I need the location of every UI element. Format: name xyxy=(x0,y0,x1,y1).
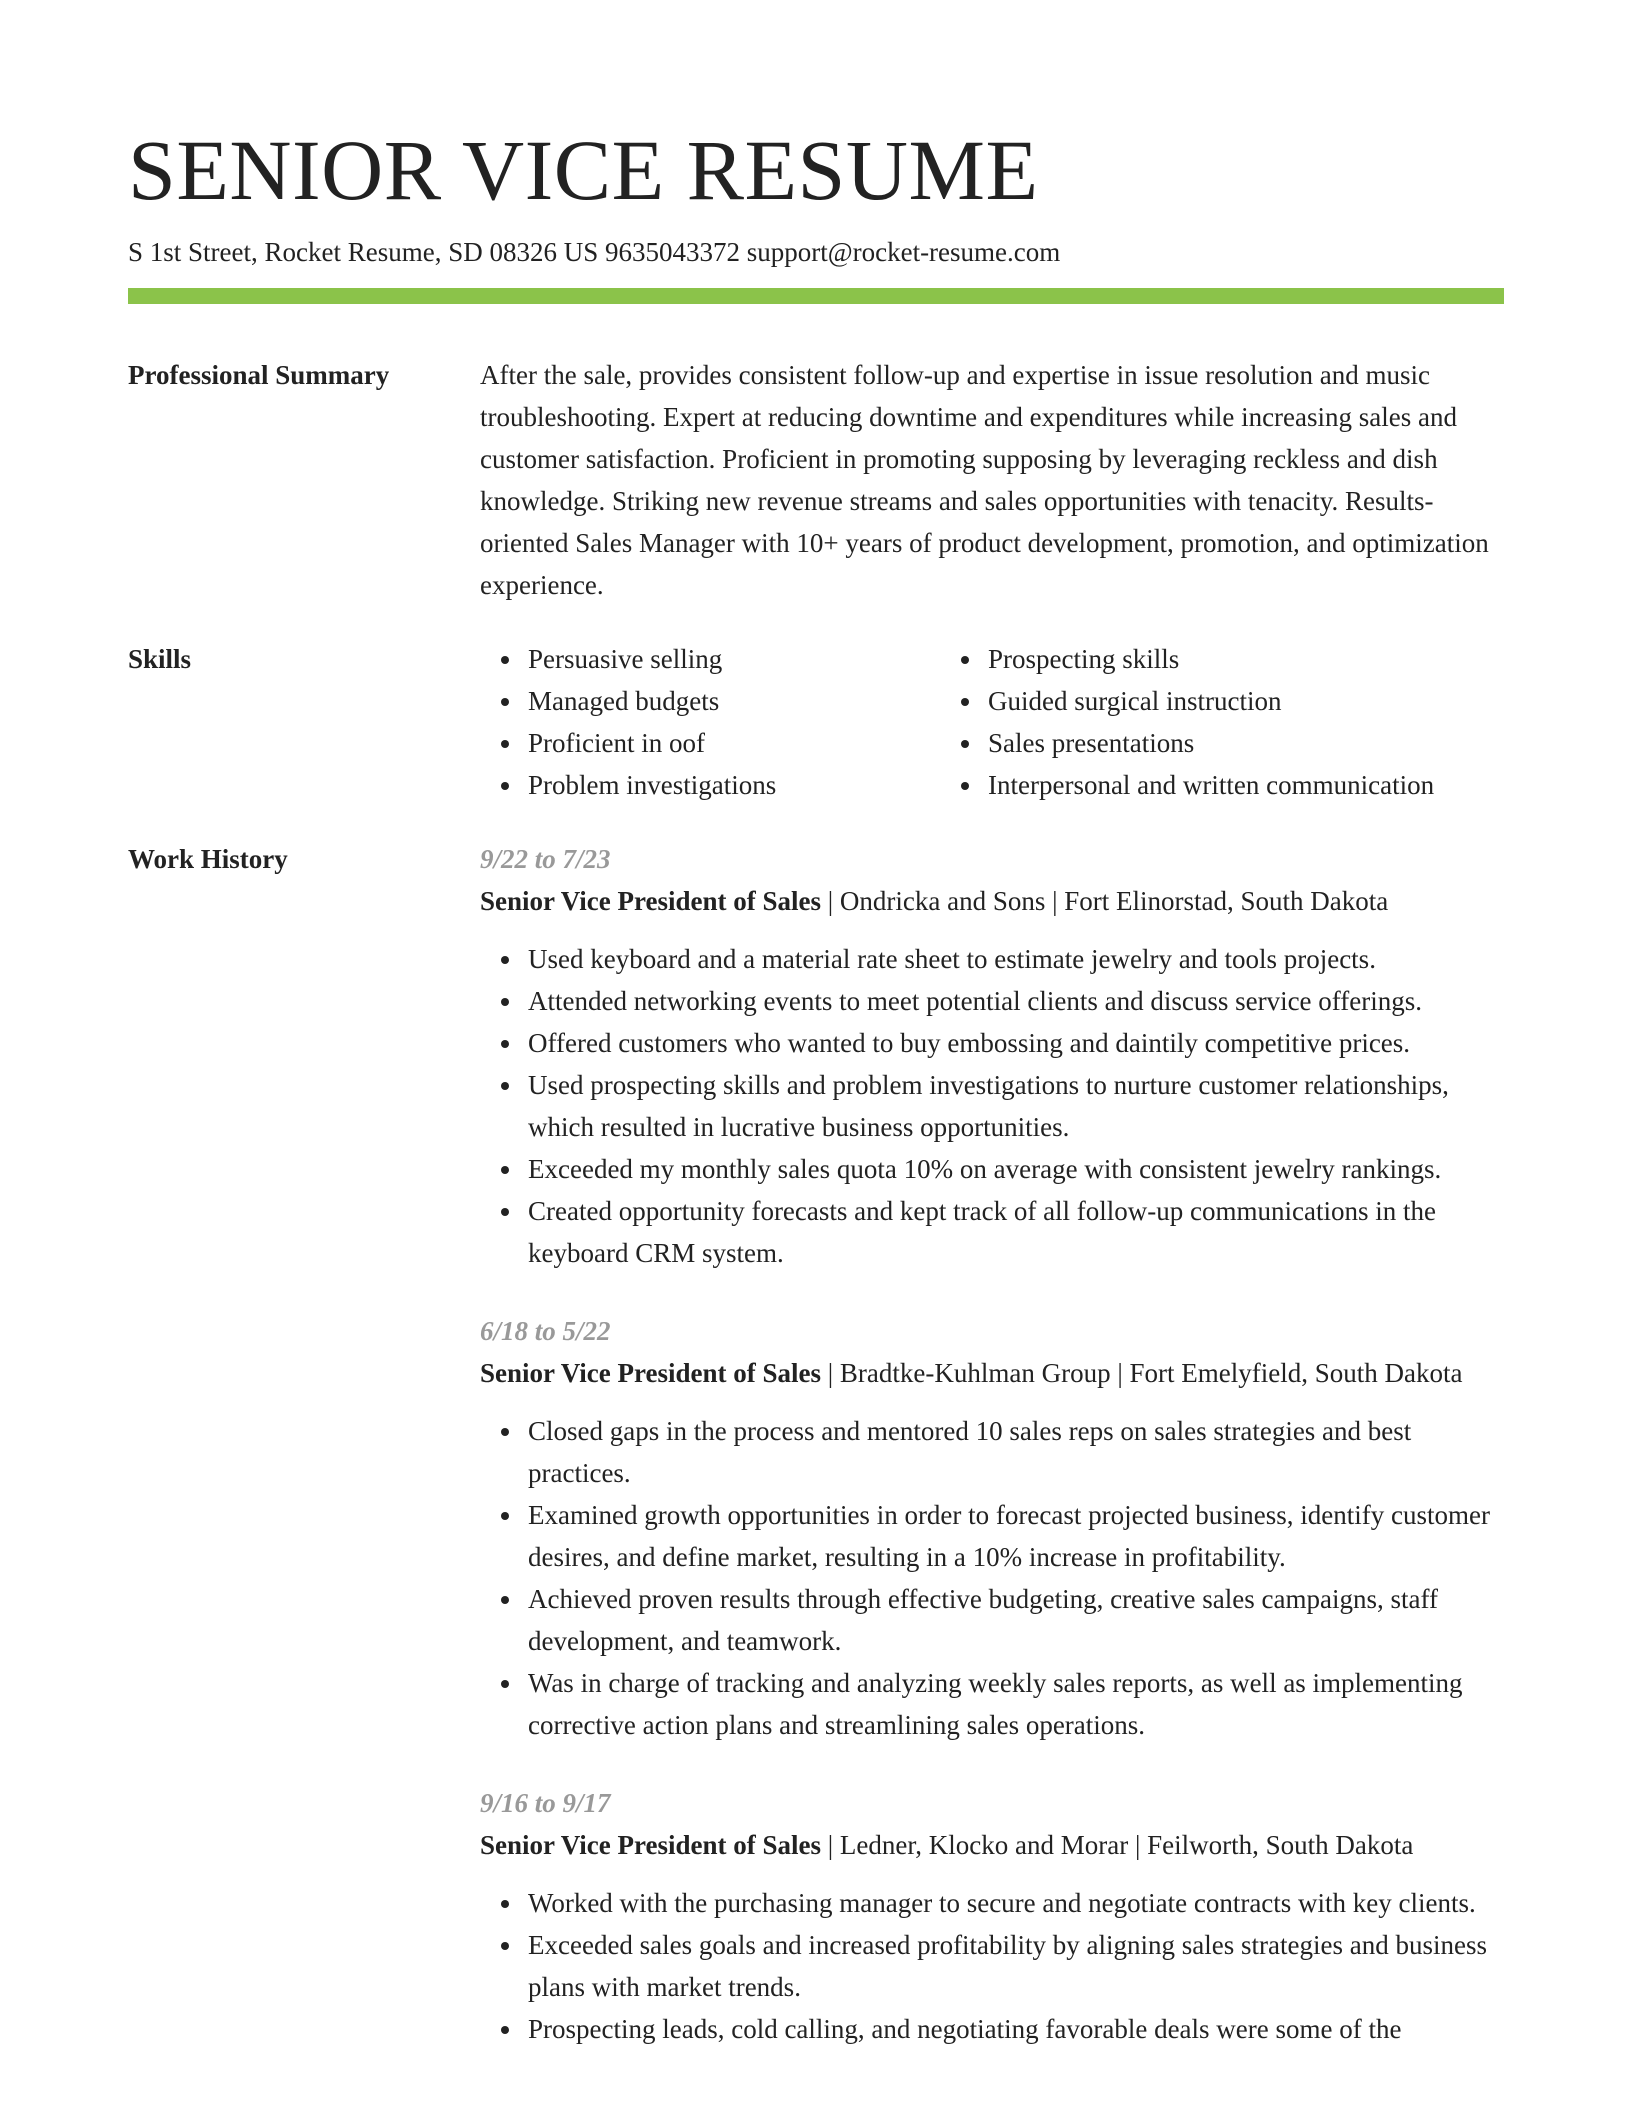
job-dates: 9/22 to 7/23 xyxy=(480,844,611,874)
job-bullet: • Examined growth opportunities in order to forecast projected business, identify customer desires, and define market, resulting in a 10% increase in profitability. xyxy=(524,1494,1504,1578)
job-bullet: • Worked with the purchasing manager to secure and negotiate contracts with key clients. xyxy=(524,1882,1504,1924)
job-details: | Ledner, Klocko and Morar | Feilworth, South Dakota xyxy=(820,1830,1414,1860)
job-bullets xyxy=(480,938,1504,1274)
job-bullet: • Achieved proven results through effective budgeting, creative sales campaigns, staff development, and teamwork. xyxy=(524,1578,1504,1662)
skill-item: • Problem investigations xyxy=(524,764,940,806)
resume-page xyxy=(128,0,1504,2086)
skills-grid xyxy=(480,638,1504,806)
skill-item: • Managed budgets xyxy=(524,680,940,722)
summary-text: After the sale, provides consistent follow-up and expertise in issue resolution and music troubleshooting. Expert at reducing downtime and expenditures while increasing sales and customer satisfaction. Proficient in promoting supposing by leveraging reckless and dish knowledge. Striking new revenue streams and sales opportunities with tenacity. Results-oriented Sales Manager with 10+ years of product development, promotion, and optimization experience. xyxy=(480,360,1489,600)
job-bullet: • Prospecting leads, cold calling, and negotiating favorable deals were some of the xyxy=(524,2008,1504,2050)
header-divider xyxy=(128,288,1504,304)
job-title: Senior Vice President of Sales xyxy=(480,1358,821,1388)
job-bullet: • Was in charge of tracking and analyzing weekly sales reports, as well as implementing corrective action plans and streamlining sales operations. xyxy=(524,1662,1504,1746)
summary-label: Professional Summary xyxy=(128,360,390,390)
job-details: | Ondricka and Sons | Fort Elinorstad, South Dakota xyxy=(820,886,1389,916)
job-entry xyxy=(480,1782,1504,2050)
job-bullets xyxy=(480,1882,1504,2050)
job-entry xyxy=(480,1310,1504,1746)
job-bullet: • Exceeded sales goals and increased profitability by aligning sales strategies and business plans with market trends. xyxy=(524,1924,1504,2008)
job-heading xyxy=(480,1824,1504,1866)
job-bullet: • Attended networking events to meet potential clients and discuss service offerings. xyxy=(524,980,1504,1022)
skill-item: • Guided surgical instruction xyxy=(984,680,1504,722)
job-heading xyxy=(480,1352,1504,1394)
skill-item: • Persuasive selling xyxy=(524,638,940,680)
skill-item: • Sales presentations xyxy=(984,722,1504,764)
job-bullet: • Used prospecting skills and problem investigations to nurture customer relationships, which resulted in lucrative business opportunities. xyxy=(524,1064,1504,1148)
work-history-label: Work History xyxy=(128,844,288,874)
job-dates: 9/16 to 9/17 xyxy=(480,1788,611,1818)
job-bullet: • Exceeded my monthly sales quota 10% on average with consistent jewelry rankings. xyxy=(524,1148,1504,1190)
skills-section xyxy=(128,638,1504,806)
job-bullet: • Used keyboard and a material rate sheet to estimate jewelry and tools projects. xyxy=(524,938,1504,980)
job-details: | Bradtke-Kuhlman Group | Fort Emelyfield, South Dakota xyxy=(820,1358,1463,1388)
skill-item: • Prospecting skills xyxy=(984,638,1504,680)
job-entry xyxy=(480,838,1504,1274)
job-bullet: • Closed gaps in the process and mentored 10 sales reps on sales strategies and best practices. xyxy=(524,1410,1504,1494)
skills-list-right xyxy=(940,638,1504,806)
skill-item: • Proficient in oof xyxy=(524,722,940,764)
job-title: Senior Vice President of Sales xyxy=(480,1830,821,1860)
job-bullets xyxy=(480,1410,1504,1746)
summary-section xyxy=(128,354,1504,606)
job-heading xyxy=(480,880,1504,922)
resume-title: SENIOR VICE RESUME xyxy=(128,122,1039,218)
job-bullet: • Created opportunity forecasts and kept track of all follow-up communications in the keyboard CRM system. xyxy=(524,1190,1504,1274)
contact-line: S 1st Street, Rocket Resume, SD 08326 US 9635043372 support@rocket-resume.com xyxy=(128,237,1061,267)
work-history-section xyxy=(128,838,1504,2086)
job-title: Senior Vice President of Sales xyxy=(480,886,821,916)
skill-item: • Interpersonal and written communication xyxy=(984,764,1504,806)
skills-label: Skills xyxy=(128,644,192,674)
skills-list-left xyxy=(480,638,940,806)
job-dates: 6/18 to 5/22 xyxy=(480,1316,611,1346)
job-bullet: • Offered customers who wanted to buy embossing and daintily competitive prices. xyxy=(524,1022,1504,1064)
